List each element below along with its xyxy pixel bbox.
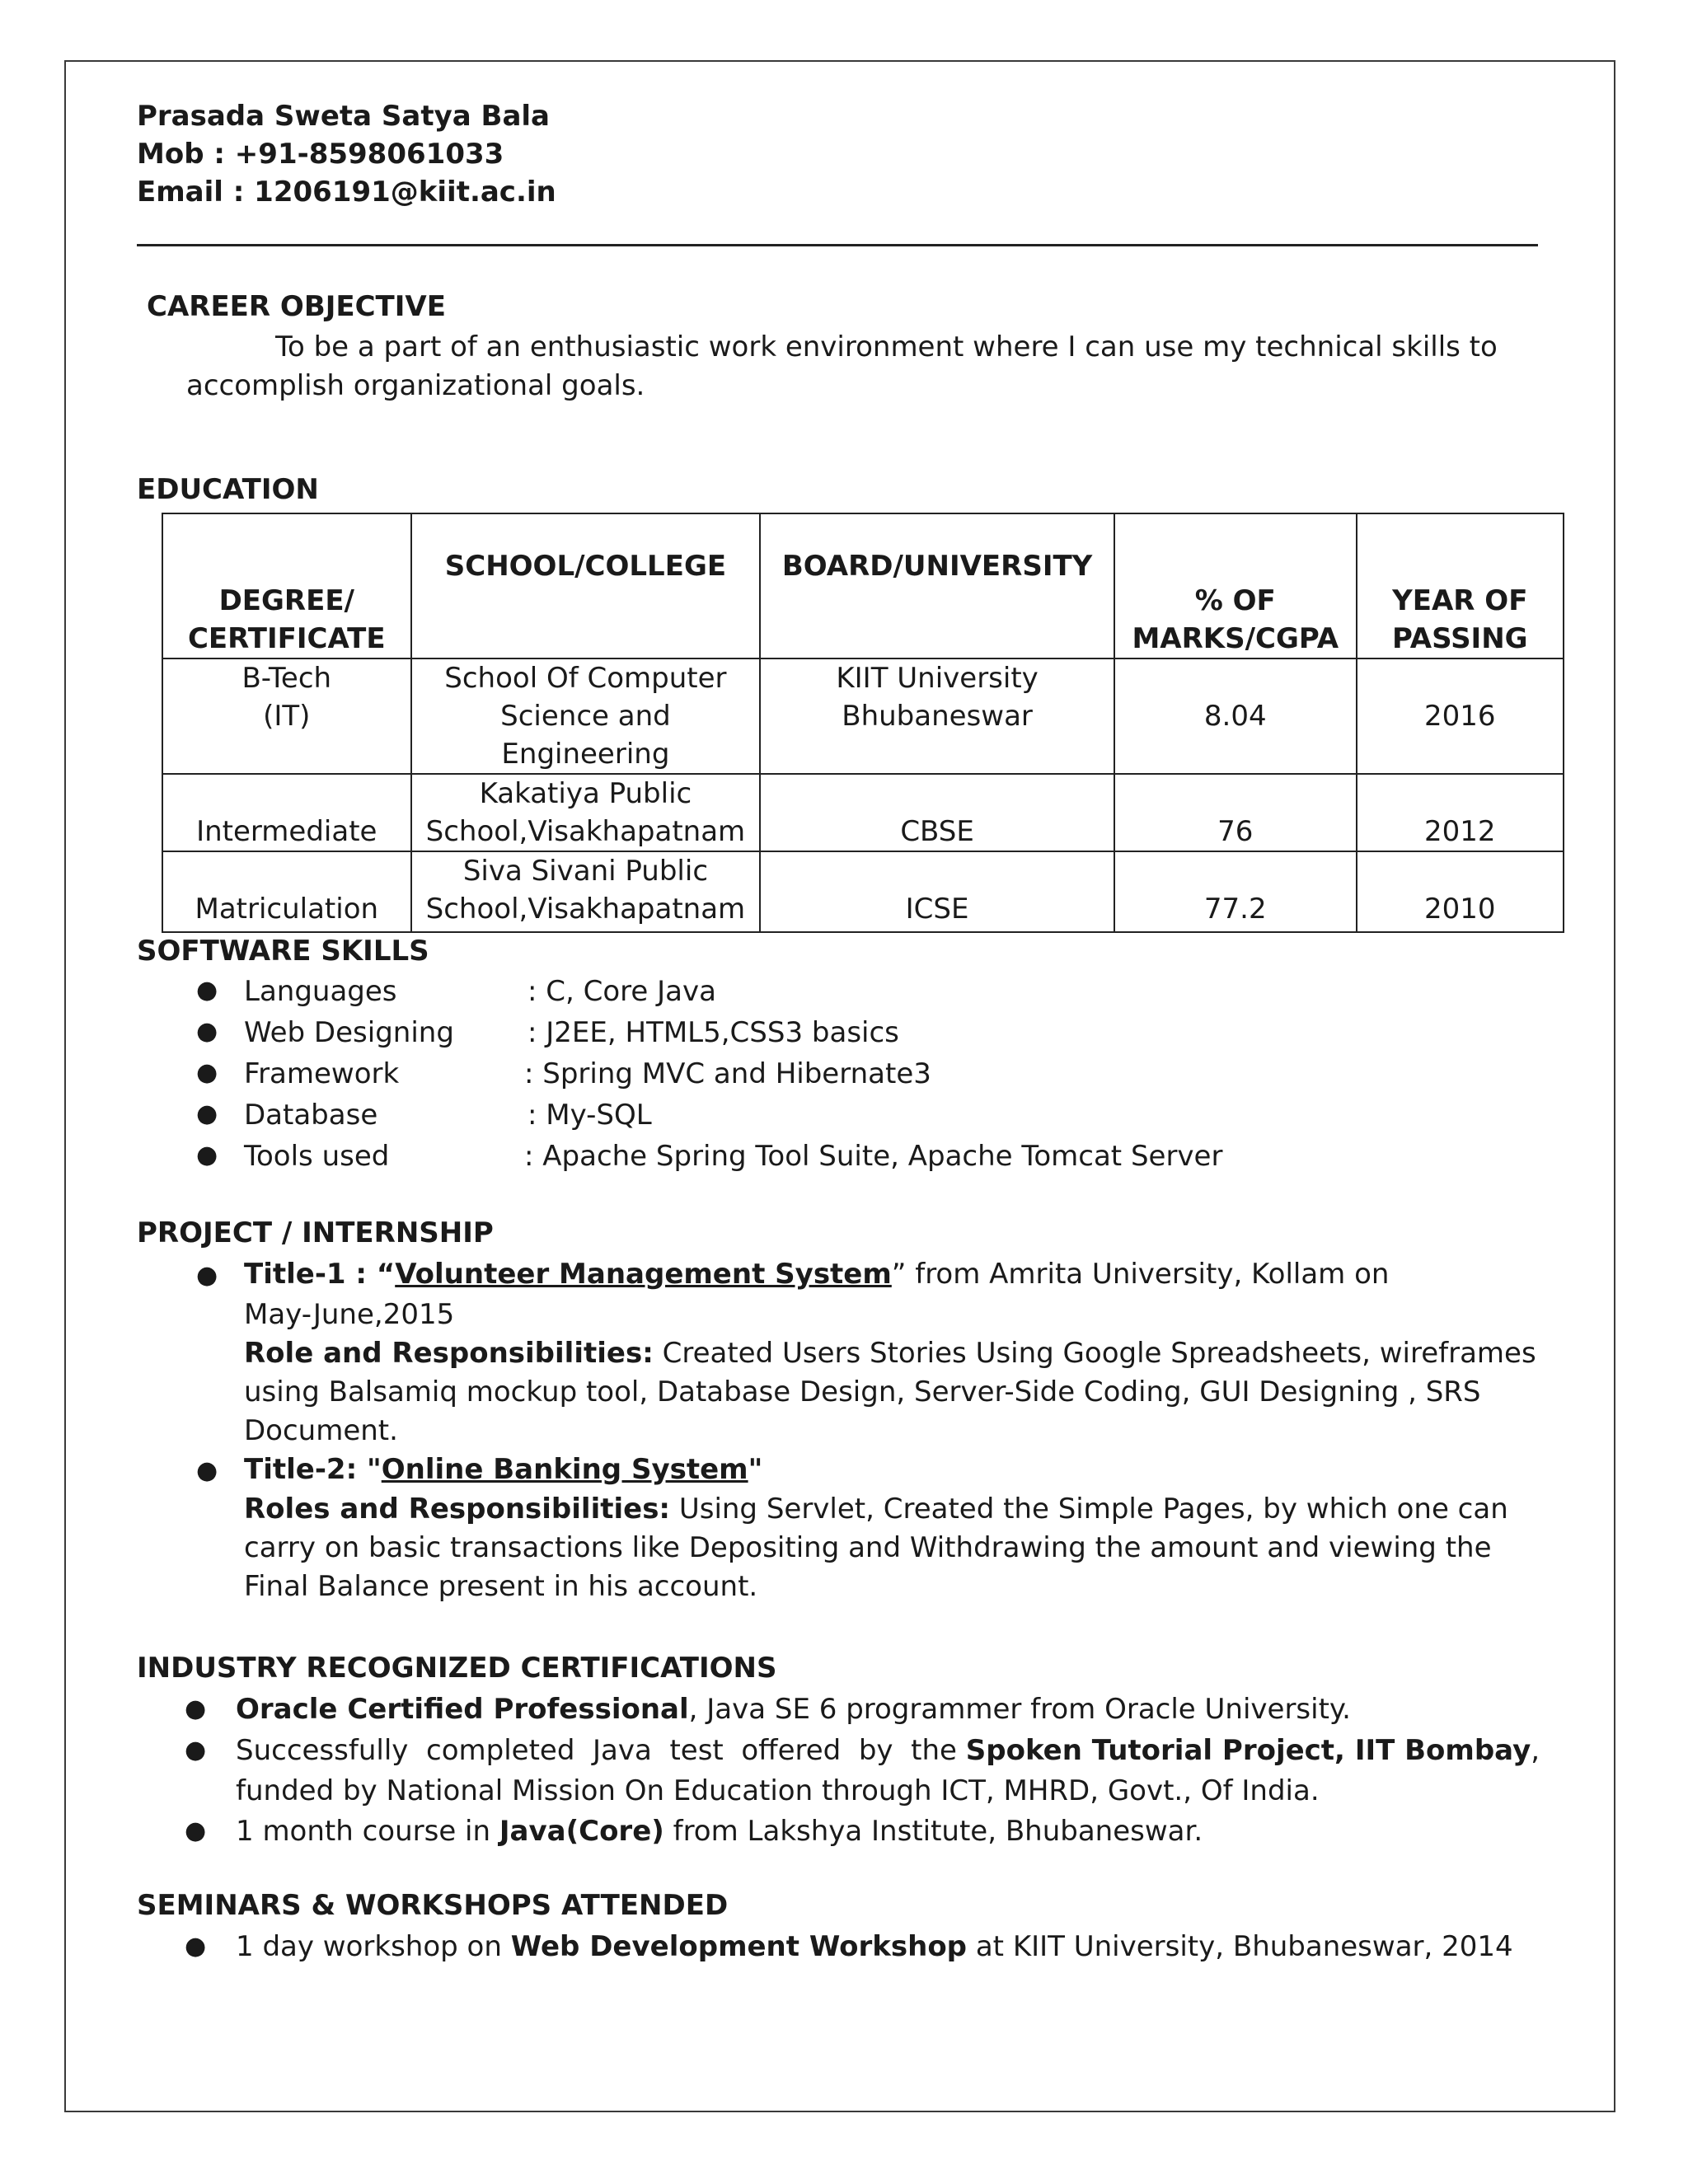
cell-degree: Intermediate — [162, 774, 411, 851]
project-1-role-line2: using Balsamiq mockup tool, Database Design, Server-Side Coding, GUI Designing , SRS — [244, 1376, 1481, 1408]
project-2-link[interactable]: Online Banking System — [381, 1453, 748, 1486]
skill-label: Framework — [244, 1057, 400, 1090]
cell-school-line3: Engineering — [501, 738, 670, 771]
cell-marks: 76 — [1114, 774, 1357, 851]
seminar-1-bold: Web Development Workshop — [510, 1930, 968, 1963]
cell-degree-line2: (IT) — [263, 700, 311, 733]
cell-school-line1: Siva Sivani Public — [462, 855, 709, 888]
mobile-number: Mob : +91-8598061033 — [137, 138, 504, 171]
education-title: EDUCATION — [137, 473, 319, 506]
col-header-board — [760, 513, 1114, 658]
cell-board-line1: KIIT University — [836, 662, 1039, 695]
bullet-icon: ● — [196, 1058, 218, 1087]
candidate-name: Prasada Sweta Satya Bala — [137, 100, 551, 133]
project-1-date: May-June,2015 — [244, 1298, 455, 1331]
skill-label: Web Designing — [244, 1016, 454, 1049]
projects-title: PROJECT / INTERNSHIP — [137, 1216, 494, 1249]
email-address: Email : 1206191@kiit.ac.in — [137, 176, 556, 209]
bullet-icon: ● — [196, 1017, 218, 1046]
col-header-degree-line2: CERTIFICATE — [187, 622, 386, 655]
project-2-title-prefix: Title-2: " — [244, 1453, 382, 1486]
certification-item — [236, 1731, 1540, 1771]
project-1-role-line1 — [244, 1334, 1536, 1373]
cell-school — [411, 774, 761, 851]
cert-1-bold: Oracle Certified Professional — [236, 1693, 689, 1726]
certifications-title: INDUSTRY RECOGNIZED CERTIFICATIONS — [137, 1652, 777, 1685]
cell-board — [760, 658, 1114, 774]
header-divider — [137, 244, 1538, 246]
project-1-link[interactable]: Volunteer Management System — [395, 1258, 892, 1291]
skill-value: : C, Core Java — [528, 975, 716, 1008]
col-header-marks — [1114, 513, 1357, 658]
col-header-marks-line1: % OF — [1194, 584, 1276, 617]
career-objective-line1: To be a part of an enthusiastic work environment where I can use my technical skills to — [275, 330, 1498, 363]
cert-3-bold: Java(Core) — [499, 1815, 664, 1848]
cell-school-line2: Science and — [500, 700, 671, 733]
project-2-role-line2: carry on basic transactions like Depositing and Withdrawing the amount and viewing the — [244, 1531, 1492, 1564]
software-skills-title: SOFTWARE SKILLS — [137, 935, 429, 968]
col-header-school-label: SCHOOL/COLLEGE — [444, 550, 727, 583]
table-header-row — [162, 513, 1564, 658]
table-row — [162, 774, 1564, 851]
cert-3-pre: 1 month course in — [236, 1815, 499, 1848]
skill-label: Database — [244, 1099, 378, 1132]
cell-marks: 8.04 — [1114, 658, 1357, 774]
project-2-title-suffix: " — [748, 1453, 763, 1486]
project-2-role-label: Roles and Responsibilities: — [244, 1493, 671, 1526]
col-header-degree-line1: DEGREE/ — [218, 584, 354, 617]
cell-year: 2012 — [1357, 774, 1564, 851]
project-2-role-line3: Final Balance present in his account. — [244, 1570, 758, 1603]
col-header-year-line1: YEAR OF — [1392, 584, 1528, 617]
cert-2-post: , — [1531, 1734, 1540, 1767]
bullet-icon: ● — [196, 976, 218, 1005]
col-header-marks-line2: MARKS/CGPA — [1132, 622, 1339, 655]
project-2-title — [244, 1451, 762, 1489]
bullet-icon: ● — [185, 1694, 207, 1723]
cert-3-post: from Lakshya Institute, Bhubaneswar. — [663, 1815, 1203, 1848]
seminar-item — [236, 1927, 1513, 1967]
seminar-1-pre: 1 day workshop on — [236, 1930, 511, 1963]
seminar-1-post: at KIIT University, Bhubaneswar, 2014 — [967, 1930, 1513, 1963]
project-1-role-label: Role and Responsibilities: — [244, 1337, 654, 1370]
skill-value: : Spring MVC and Hibernate3 — [524, 1057, 931, 1090]
bullet-icon: ● — [196, 1141, 218, 1169]
cell-school-line2: School,Visakhapatnam — [425, 893, 746, 926]
skill-value: : J2EE, HTML5,CSS3 basics — [528, 1016, 899, 1049]
cell-degree: Matriculation — [162, 851, 411, 932]
certification-item — [236, 1811, 1203, 1852]
bullet-icon: ● — [196, 1261, 218, 1290]
project-1-title — [244, 1255, 1389, 1294]
col-header-board-label: BOARD/UNIVERSITY — [781, 550, 1093, 583]
cert-2-bold: Spoken Tutorial Project, IIT Bombay — [965, 1734, 1531, 1767]
col-header-year-line2: PASSING — [1392, 622, 1528, 655]
cell-school — [411, 658, 761, 774]
certification-item — [236, 1690, 1351, 1730]
skill-label: Tools used — [244, 1140, 390, 1173]
cell-board: CBSE — [760, 774, 1114, 851]
cell-school-line2: School,Visakhapatnam — [425, 815, 746, 848]
cell-degree-line1: B-Tech — [241, 662, 332, 695]
skill-label: Languages — [244, 975, 397, 1008]
cell-year: 2010 — [1357, 851, 1564, 932]
project-1-title-prefix: Title-1 : “ — [244, 1258, 396, 1291]
cell-school-line1: Kakatiya Public — [479, 777, 692, 810]
cell-school-line1: School Of Computer — [444, 662, 727, 695]
cell-board-line2: Bhubaneswar — [842, 700, 1033, 733]
col-header-degree — [162, 513, 411, 658]
project-2-role-text: Using Servlet, Created the Simple Pages, by which one can — [670, 1493, 1508, 1526]
bullet-icon: ● — [185, 1932, 207, 1961]
bullet-icon: ● — [185, 1736, 207, 1765]
career-objective-title: CAREER OBJECTIVE — [147, 290, 446, 323]
table-row — [162, 851, 1564, 932]
skill-value: : Apache Spring Tool Suite, Apache Tomcat Server — [524, 1140, 1223, 1173]
bullet-icon: ● — [196, 1099, 218, 1128]
cell-year: 2016 — [1357, 658, 1564, 774]
bullet-icon: ● — [185, 1816, 207, 1845]
career-objective-line2: accomplish organizational goals. — [186, 369, 645, 402]
cell-degree — [162, 658, 411, 774]
cell-board: ICSE — [760, 851, 1114, 932]
cert-2-pre: Successfully completed Java test offered by the — [236, 1734, 966, 1767]
project-1-title-suffix: ” from Amrita University, Kollam on — [891, 1258, 1390, 1291]
bullet-icon: ● — [196, 1456, 218, 1485]
col-header-year — [1357, 513, 1564, 658]
project-1-role-line3: Document. — [244, 1414, 398, 1447]
cert-2-line2: funded by National Mission On Education through ICT, MHRD, Govt., Of India. — [236, 1774, 1320, 1807]
table-row — [162, 658, 1564, 774]
project-2-role-line1 — [244, 1490, 1508, 1529]
cell-school — [411, 851, 761, 932]
seminars-title: SEMINARS & WORKSHOPS ATTENDED — [137, 1889, 729, 1922]
project-1-role-text: Created Users Stories Using Google Spreadsheets, wireframes — [653, 1337, 1536, 1370]
cell-marks: 77.2 — [1114, 851, 1357, 932]
col-header-school — [411, 513, 761, 658]
cert-1-rest: , Java SE 6 programmer from Oracle University. — [688, 1693, 1351, 1726]
skill-value: : My-SQL — [528, 1099, 652, 1132]
education-table — [162, 513, 1564, 933]
